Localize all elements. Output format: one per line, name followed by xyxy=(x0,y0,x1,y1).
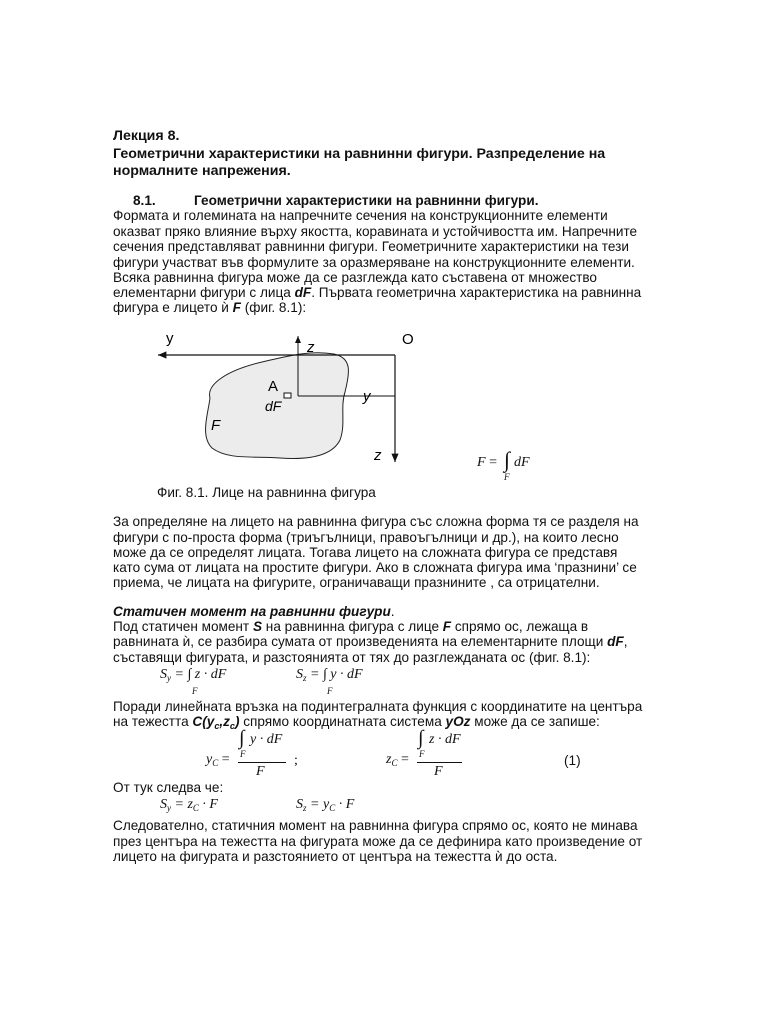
zc-lhs: $z_C$ = xyxy=(386,752,409,768)
label-dF: dF xyxy=(265,398,282,414)
para2-line-3: може да се определят лицата. Тогава лицето на сложната фигура се представя xyxy=(113,545,618,560)
section-number: 8.1. xyxy=(133,193,156,208)
equation-Sz-limit: F xyxy=(327,686,333,696)
intro-line-2: оказват пряко влияние върху якостта, коравината и устойчивостта им. Напречните xyxy=(113,224,638,239)
formula-area-limit: F xyxy=(504,472,510,482)
label-z-top: z xyxy=(307,339,315,356)
integral-sign: ∫ xyxy=(504,447,511,472)
conclusion-line-1: Следователно, статичния момент на равнинна фигура спрямо ос, която не минава xyxy=(113,818,638,833)
label-F: F xyxy=(211,417,221,434)
equation-Sy-limit: F xyxy=(192,686,198,696)
element-dF xyxy=(284,393,291,398)
label-y-right: y xyxy=(363,388,371,405)
lecture-label: Лекция 8. xyxy=(113,128,180,144)
equation-Sy: $S_y$ = ∫ z · dF xyxy=(160,667,227,683)
zc-fraction-line xyxy=(417,762,462,763)
static-line-3: съставящи фигурата, и разстоянията от тях до разглежданата ос (фиг. 8.1): xyxy=(113,650,591,665)
zc-limit: F xyxy=(419,749,425,759)
result-Sy: $S_y = z_C \cdot F$ xyxy=(160,797,218,813)
static-moment-heading: Статичен момент на равнинни фигури. xyxy=(113,604,395,619)
intro-line-3: сечения представляват равнинни фигури. Геометричните характеристики на тези xyxy=(113,239,629,254)
intro-line-5: Всяка равнинна фигура може да се разглежда като съставена от множество xyxy=(113,270,597,285)
figure-caption: Фиг. 8.1. Лице на равнинна фигура xyxy=(157,485,376,500)
static-line-1: Под статичен момент S на равнинна фигура с лице F спрямо ос, лежаща в xyxy=(113,619,589,634)
result-Sz: $S_z = y_C \cdot F$ xyxy=(296,797,355,813)
static-line-2: равнината ѝ, се разбира сумата от произведенията на елементарните площи dF, xyxy=(113,634,628,649)
formula-area: F = xyxy=(477,455,497,470)
yc-numerator: y · dF xyxy=(250,732,283,747)
label-A: A xyxy=(268,378,279,395)
equation-separator: ; xyxy=(294,753,298,768)
section-title: Геометрични характеристики на равнинни фигури. xyxy=(194,193,539,208)
label-y-left: y xyxy=(166,330,174,347)
lecture-title-line-1: Геометрични характеристики на равнинни фигури. Разпределение на xyxy=(113,146,606,162)
label-z-bottom: z xyxy=(374,447,382,464)
yc-integral-sign: ∫ xyxy=(239,727,245,749)
linear-line-2: на тежестта $C(y_c,z_c)$ спрямо координатната система yOz може да се запише: xyxy=(113,714,600,731)
equation-Sz: $S_z$ = ∫ y · dF xyxy=(296,667,363,683)
zc-denominator: F xyxy=(434,764,443,779)
para2-line-1: За определяне на лицето на равнинна фигура със сложна форма тя се разделя на xyxy=(113,514,639,529)
para2-line-5: приема, че лицата на фигурите, ограничаващи празнините , са отрицателни. xyxy=(113,575,600,590)
equation-number: (1) xyxy=(564,753,581,768)
para2-line-2: фигури с по-проста форма (триъгълници, правоъгълници и др.), на които лесно xyxy=(113,530,619,545)
conclusion-line-2: през центъра на тежестта на фигурата може да се дефинира като произведение от xyxy=(113,834,643,849)
label-O: O xyxy=(402,331,414,348)
zc-integral-sign: ∫ xyxy=(418,727,424,749)
intro-line-7: фигура е лицето ѝ F (фиг. 8.1): xyxy=(113,300,307,315)
yc-limit: F xyxy=(240,749,246,759)
para2-line-4: като сума от лицата на простите фигури. Ако в сложната фигура има ‘празнини’ се xyxy=(113,560,637,575)
conclusion-line-3: лицето на фигурата и разстоянието от центъра на тежестта ѝ до оста. xyxy=(113,849,558,864)
yc-fraction-line xyxy=(238,762,286,763)
yc-denominator: F xyxy=(256,764,265,779)
linear-line-1: Поради линейната връзка на подинтегралната функция с координатите на центъра xyxy=(113,699,643,714)
follows-text: От тук следва че: xyxy=(113,780,224,795)
intro-line-4: фигури участват във формулите за оразмеряване на конструкционните елементи. xyxy=(113,255,635,270)
intro-line-1: Формата и големината на напречните сечения на конструкционните елементи xyxy=(113,208,608,223)
formula-area-integrand: dF xyxy=(514,455,530,470)
yc-lhs: $y_C$ = xyxy=(206,752,230,768)
intro-line-6: елементарни фигури с лица dF. Първата геометрична характеристика на равнинна xyxy=(113,285,642,300)
zc-numerator: z · dF xyxy=(429,732,461,747)
lecture-title-line-2: нормалните напрежения. xyxy=(113,163,291,179)
